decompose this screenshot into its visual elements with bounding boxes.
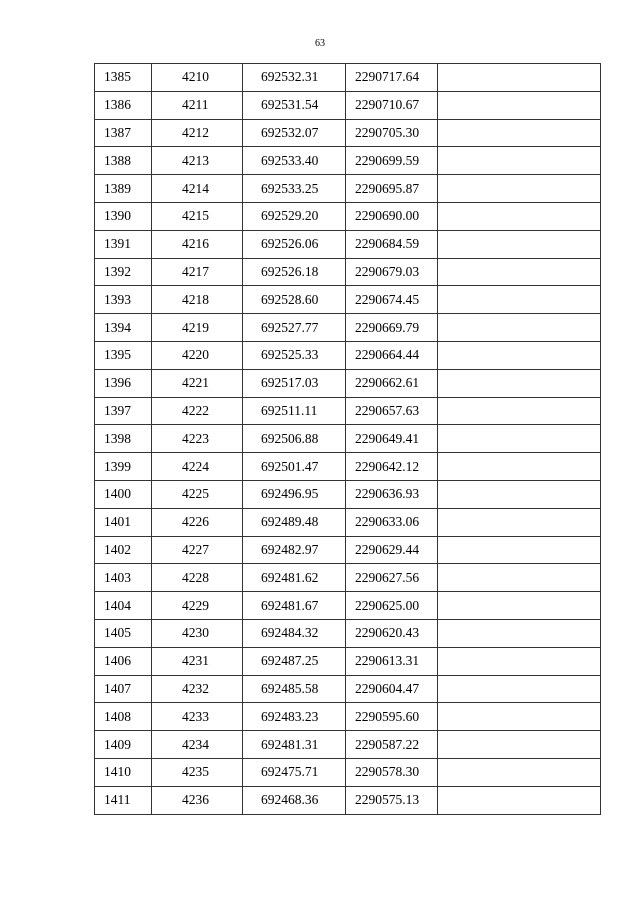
y-coordinate-cell: 2290629.44 — [346, 536, 438, 564]
y-coordinate-cell: 2290649.41 — [346, 425, 438, 453]
note-cell — [438, 369, 601, 397]
x-coordinate-cell: 692506.88 — [243, 425, 346, 453]
row-number-cell: 1398 — [95, 425, 152, 453]
y-coordinate-cell: 2290587.22 — [346, 731, 438, 759]
point-id-cell: 4215 — [152, 202, 243, 230]
x-coordinate-cell: 692475.71 — [243, 758, 346, 786]
table-row — [95, 564, 601, 592]
note-cell — [438, 564, 601, 592]
table-row — [95, 675, 601, 703]
row-number-cell: 1406 — [95, 647, 152, 675]
note-cell — [438, 536, 601, 564]
y-coordinate-cell: 2290679.03 — [346, 258, 438, 286]
note-cell — [438, 230, 601, 258]
row-number-cell: 1394 — [95, 314, 152, 342]
table-row — [95, 147, 601, 175]
row-number-cell: 1387 — [95, 119, 152, 147]
point-id-cell: 4229 — [152, 592, 243, 620]
row-number-cell: 1400 — [95, 480, 152, 508]
table-row — [95, 119, 601, 147]
y-coordinate-cell: 2290664.44 — [346, 341, 438, 369]
point-id-cell: 4222 — [152, 397, 243, 425]
note-cell — [438, 675, 601, 703]
table-row — [95, 536, 601, 564]
x-coordinate-cell: 692531.54 — [243, 91, 346, 119]
row-number-cell: 1408 — [95, 703, 152, 731]
y-coordinate-cell: 2290627.56 — [346, 564, 438, 592]
y-coordinate-cell: 2290657.63 — [346, 397, 438, 425]
row-number-cell: 1389 — [95, 175, 152, 203]
x-coordinate-cell: 692482.97 — [243, 536, 346, 564]
note-cell — [438, 758, 601, 786]
note-cell — [438, 647, 601, 675]
point-id-cell: 4216 — [152, 230, 243, 258]
note-cell — [438, 508, 601, 536]
table-row — [95, 230, 601, 258]
y-coordinate-cell: 2290595.60 — [346, 703, 438, 731]
x-coordinate-cell: 692533.25 — [243, 175, 346, 203]
table-row — [95, 397, 601, 425]
point-id-cell: 4226 — [152, 508, 243, 536]
table-row — [95, 647, 601, 675]
y-coordinate-cell: 2290695.87 — [346, 175, 438, 203]
y-coordinate-cell: 2290578.30 — [346, 758, 438, 786]
table-row — [95, 314, 601, 342]
note-cell — [438, 147, 601, 175]
y-coordinate-cell: 2290575.13 — [346, 786, 438, 814]
y-coordinate-cell: 2290620.43 — [346, 619, 438, 647]
note-cell — [438, 703, 601, 731]
x-coordinate-cell: 692501.47 — [243, 453, 346, 481]
y-coordinate-cell: 2290684.59 — [346, 230, 438, 258]
point-id-cell: 4233 — [152, 703, 243, 731]
y-coordinate-cell: 2290690.00 — [346, 202, 438, 230]
row-number-cell: 1396 — [95, 369, 152, 397]
x-coordinate-cell: 692527.77 — [243, 314, 346, 342]
table-row — [95, 175, 601, 203]
y-coordinate-cell: 2290662.61 — [346, 369, 438, 397]
row-number-cell: 1404 — [95, 592, 152, 620]
table-row — [95, 758, 601, 786]
y-coordinate-cell: 2290717.64 — [346, 64, 438, 92]
x-coordinate-cell: 692526.06 — [243, 230, 346, 258]
row-number-cell: 1401 — [95, 508, 152, 536]
x-coordinate-cell: 692487.25 — [243, 647, 346, 675]
row-number-cell: 1411 — [95, 786, 152, 814]
x-coordinate-cell: 692525.33 — [243, 341, 346, 369]
note-cell — [438, 786, 601, 814]
x-coordinate-cell: 692481.31 — [243, 731, 346, 759]
note-cell — [438, 258, 601, 286]
point-id-cell: 4227 — [152, 536, 243, 564]
table-row — [95, 619, 601, 647]
row-number-cell: 1403 — [95, 564, 152, 592]
row-number-cell: 1388 — [95, 147, 152, 175]
row-number-cell: 1392 — [95, 258, 152, 286]
point-id-cell: 4230 — [152, 619, 243, 647]
row-number-cell: 1399 — [95, 453, 152, 481]
point-id-cell: 4234 — [152, 731, 243, 759]
point-id-cell: 4210 — [152, 64, 243, 92]
point-id-cell: 4217 — [152, 258, 243, 286]
note-cell — [438, 314, 601, 342]
point-id-cell: 4224 — [152, 453, 243, 481]
point-id-cell: 4220 — [152, 341, 243, 369]
row-number-cell: 1385 — [95, 64, 152, 92]
x-coordinate-cell: 692532.31 — [243, 64, 346, 92]
row-number-cell: 1409 — [95, 731, 152, 759]
point-id-cell: 4228 — [152, 564, 243, 592]
note-cell — [438, 91, 601, 119]
row-number-cell: 1393 — [95, 286, 152, 314]
x-coordinate-cell: 692468.36 — [243, 786, 346, 814]
point-id-cell: 4235 — [152, 758, 243, 786]
y-coordinate-cell: 2290625.00 — [346, 592, 438, 620]
note-cell — [438, 119, 601, 147]
point-id-cell: 4213 — [152, 147, 243, 175]
point-id-cell: 4232 — [152, 675, 243, 703]
y-coordinate-cell: 2290669.79 — [346, 314, 438, 342]
coordinates-table — [94, 63, 601, 815]
table-row — [95, 786, 601, 814]
y-coordinate-cell: 2290604.47 — [346, 675, 438, 703]
table-row — [95, 703, 601, 731]
table-row — [95, 258, 601, 286]
table-row — [95, 341, 601, 369]
y-coordinate-cell: 2290674.45 — [346, 286, 438, 314]
note-cell — [438, 453, 601, 481]
y-coordinate-cell: 2290699.59 — [346, 147, 438, 175]
x-coordinate-cell: 692533.40 — [243, 147, 346, 175]
point-id-cell: 4214 — [152, 175, 243, 203]
point-id-cell: 4218 — [152, 286, 243, 314]
y-coordinate-cell: 2290710.67 — [346, 91, 438, 119]
x-coordinate-cell: 692481.67 — [243, 592, 346, 620]
note-cell — [438, 397, 601, 425]
note-cell — [438, 425, 601, 453]
row-number-cell: 1410 — [95, 758, 152, 786]
table-row — [95, 286, 601, 314]
x-coordinate-cell: 692481.62 — [243, 564, 346, 592]
page-number: 63 — [315, 38, 325, 49]
x-coordinate-cell: 692532.07 — [243, 119, 346, 147]
row-number-cell: 1390 — [95, 202, 152, 230]
note-cell — [438, 731, 601, 759]
point-id-cell: 4219 — [152, 314, 243, 342]
row-number-cell: 1395 — [95, 341, 152, 369]
x-coordinate-cell: 692485.58 — [243, 675, 346, 703]
table-row — [95, 480, 601, 508]
y-coordinate-cell: 2290642.12 — [346, 453, 438, 481]
note-cell — [438, 64, 601, 92]
table-row — [95, 425, 601, 453]
note-cell — [438, 202, 601, 230]
note-cell — [438, 480, 601, 508]
row-number-cell: 1407 — [95, 675, 152, 703]
x-coordinate-cell: 692526.18 — [243, 258, 346, 286]
note-cell — [438, 286, 601, 314]
x-coordinate-cell: 692496.95 — [243, 480, 346, 508]
table-row — [95, 731, 601, 759]
point-id-cell: 4225 — [152, 480, 243, 508]
y-coordinate-cell: 2290633.06 — [346, 508, 438, 536]
row-number-cell: 1402 — [95, 536, 152, 564]
note-cell — [438, 592, 601, 620]
table-row — [95, 369, 601, 397]
table-row — [95, 202, 601, 230]
table-row — [95, 592, 601, 620]
point-id-cell: 4211 — [152, 91, 243, 119]
row-number-cell: 1405 — [95, 619, 152, 647]
point-id-cell: 4223 — [152, 425, 243, 453]
point-id-cell: 4212 — [152, 119, 243, 147]
x-coordinate-cell: 692484.32 — [243, 619, 346, 647]
row-number-cell: 1397 — [95, 397, 152, 425]
x-coordinate-cell: 692528.60 — [243, 286, 346, 314]
note-cell — [438, 341, 601, 369]
y-coordinate-cell: 2290613.31 — [346, 647, 438, 675]
x-coordinate-cell: 692489.48 — [243, 508, 346, 536]
point-id-cell: 4231 — [152, 647, 243, 675]
note-cell — [438, 175, 601, 203]
coordinates-table-body — [95, 64, 601, 815]
y-coordinate-cell: 2290705.30 — [346, 119, 438, 147]
point-id-cell: 4221 — [152, 369, 243, 397]
point-id-cell: 4236 — [152, 786, 243, 814]
table-row — [95, 453, 601, 481]
x-coordinate-cell: 692483.23 — [243, 703, 346, 731]
note-cell — [438, 619, 601, 647]
table-row — [95, 508, 601, 536]
row-number-cell: 1391 — [95, 230, 152, 258]
x-coordinate-cell: 692511.11 — [243, 397, 346, 425]
table-row — [95, 91, 601, 119]
table-row — [95, 64, 601, 92]
x-coordinate-cell: 692517.03 — [243, 369, 346, 397]
row-number-cell: 1386 — [95, 91, 152, 119]
y-coordinate-cell: 2290636.93 — [346, 480, 438, 508]
x-coordinate-cell: 692529.20 — [243, 202, 346, 230]
